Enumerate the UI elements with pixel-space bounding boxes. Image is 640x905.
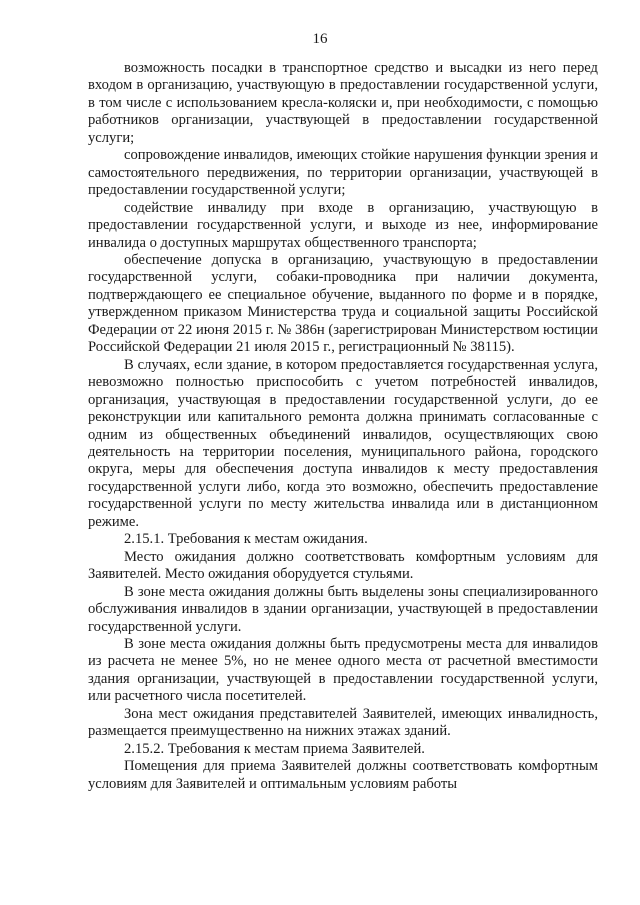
section-heading-reception-areas: 2.15.2. Требования к местам приема Заявителей. xyxy=(124,740,425,757)
paragraph-building-adaptation: В случаях, если здание, в котором предоставляется государственная услуга, невозможно полностью приспособить с учетом потребностей инвалидов, организация, участвующая в предоставлении государственной услуги, до ее реконструкции или капитального ремонта должна принимать согласованные с одним из общественных объединений инвалидов, осуществляющих свою деятельность на территории поселения, муниципального района, городского округа, меры для обеспечения доступа инвалидов к месту предоставления государственной услуги либо, когда это возможно, обеспечить предоставление государственной услуги по месту жительства инвалида или в дистанционном режиме. xyxy=(88,356,598,530)
document-body xyxy=(88,60,598,793)
paragraph-disabled-seats: В зоне места ожидания должны быть предусмотрены места для инвалидов из расчета не менее 5%, но не менее одного места от расчетной вместимости здания организации, участвующей в предоставлении государственной услуги, или расчетного числа посетителей. xyxy=(88,635,598,705)
section-heading-waiting-areas: 2.15.1. Требования к местам ожидания. xyxy=(124,531,368,548)
paragraph-escort: сопровождение инвалидов, имеющих стойкие нарушения функции зрения и самостоятельного передвижения, по территории организации, участвующей в предоставлении государственной услуги; xyxy=(88,147,598,199)
paragraph-special-zones: В зоне места ожидания должны быть выделены зоны специализированного обслуживания инвалидов в здании организации, участвующей в предоставлении государственной услуги. xyxy=(88,583,598,635)
paragraph-waiting-comfort: Место ожидания должно соответствовать комфортным условиям для Заявителей. Место ожидания оборудуется стульями. xyxy=(88,548,598,583)
paragraph-entry-assistance: содействие инвалиду при входе в организацию, участвующую в предоставлении государственной услуги, и выходе из нее, информирование инвалида о доступных маршрутах общественного транспорта; xyxy=(88,199,598,251)
paragraph-boarding-assistance: возможность посадки в транспортное средство и высадки из него перед входом в организацию, участвующую в предоставлении государственной услуги, в том числе с использованием кресла-коляски и, при необходимости, с помощью работников организации, участвующей в предоставлении государственной услуги; xyxy=(88,60,598,146)
paragraph-lower-floors: Зона мест ожидания представителей Заявителей, имеющих инвалидность, размещается преимущественно на нижних этажах зданий. xyxy=(88,705,598,740)
page-number: 16 xyxy=(312,31,328,47)
paragraph-reception-rooms: Помещения для приема Заявителей должны соответствовать комфортным условиям для Заявителей и оптимальным условиям работы xyxy=(88,758,598,792)
paragraph-guide-dog: обеспечение допуска в организацию, участвующую в предоставлении государственной услуги, собаки-проводника при наличии документа, подтверждающего ее специальное обучение, выданного по форме и в порядке, утвержденном приказом Министерства труда и социальной защиты Российской Федерации от 22 июня 2015 г. № 386н (зарегистрирован Министерством юстиции Российской Федерации 21 июля 2015 г., регистрационный № 38115). xyxy=(88,251,598,356)
